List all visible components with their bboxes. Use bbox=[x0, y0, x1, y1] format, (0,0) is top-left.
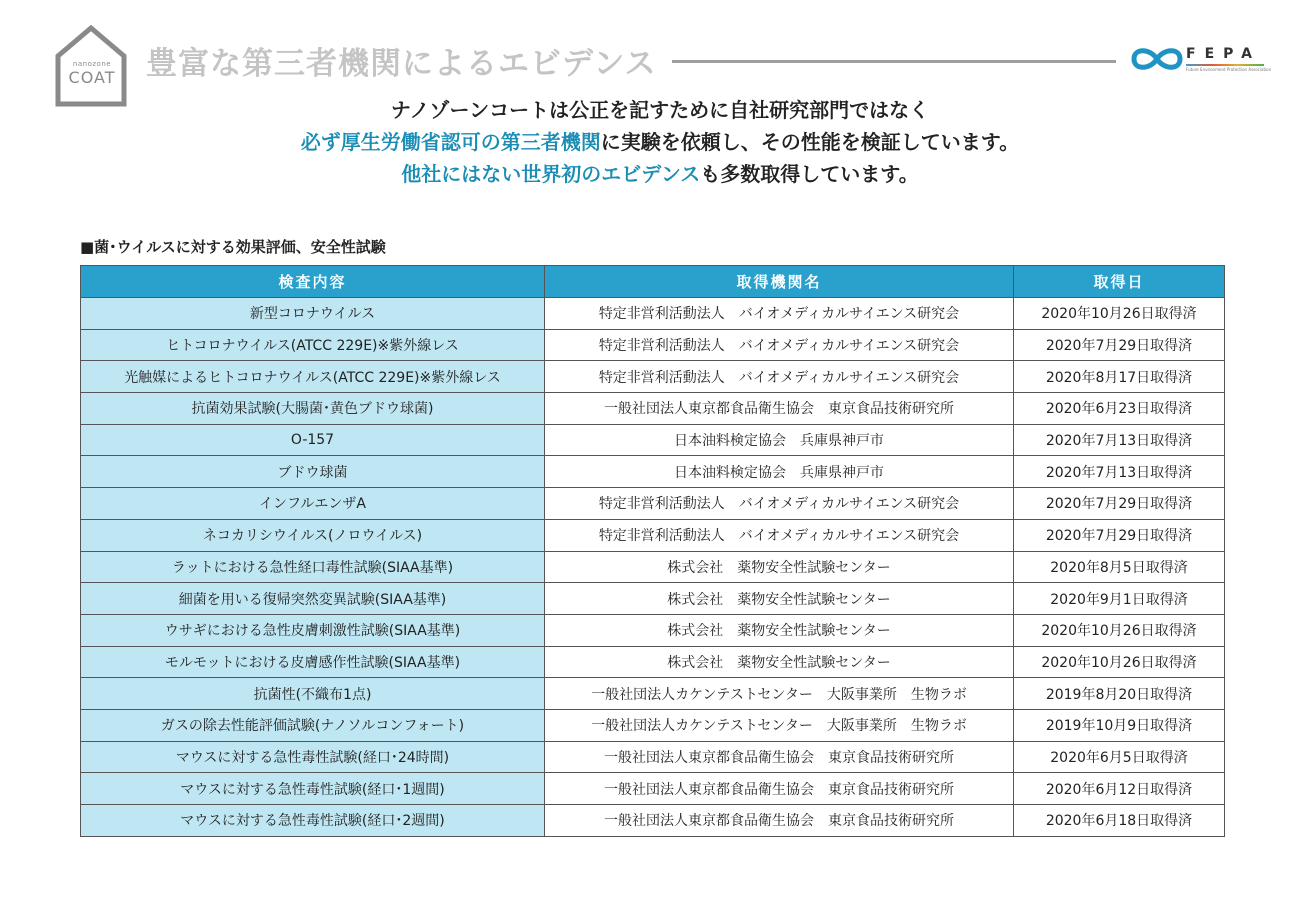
table-header-row bbox=[81, 266, 1225, 298]
test-content-cell: 抗菌性(不織布1点) bbox=[81, 678, 545, 710]
fepa-color-line bbox=[1186, 64, 1264, 66]
intro-highlight-1: 必ず厚生労働省認可の第三者機関 bbox=[300, 130, 601, 154]
institution-cell: 一般社団法人東京都食品衛生協会 東京食品技術研究所 bbox=[545, 393, 1014, 425]
date-cell: 2020年9月1日取得済 bbox=[1014, 583, 1225, 615]
test-content-cell: ネコカリシウイルス(ノロウイルス) bbox=[81, 519, 545, 551]
table-row bbox=[81, 741, 1225, 773]
institution-cell: 株式会社 薬物安全性試験センター bbox=[545, 646, 1014, 678]
test-content-cell: 抗菌効果試験(大腸菌･黄色ブドウ球菌) bbox=[81, 393, 545, 425]
table-row bbox=[81, 393, 1225, 425]
test-content-cell: 新型コロナウイルス bbox=[81, 298, 545, 330]
date-cell: 2020年7月13日取得済 bbox=[1014, 424, 1225, 456]
test-content-cell: 光触媒によるヒトコロナウイルス(ATCC 229E)※紫外線レス bbox=[81, 361, 545, 393]
table-row bbox=[81, 519, 1225, 551]
institution-cell: 特定非営利活動法人 バイオメディカルサイエンス研究会 bbox=[545, 329, 1014, 361]
institution-cell: 日本油料検定協会 兵庫県神戸市 bbox=[545, 456, 1014, 488]
institution-cell: 一般社団法人カケンテストセンター 大阪事業所 生物ラボ bbox=[545, 709, 1014, 741]
institution-cell: 日本油料検定協会 兵庫県神戸市 bbox=[545, 424, 1014, 456]
institution-cell: 特定非営利活動法人 バイオメディカルサイエンス研究会 bbox=[545, 488, 1014, 520]
date-cell: 2020年7月29日取得済 bbox=[1014, 519, 1225, 551]
table-row bbox=[81, 329, 1225, 361]
intro-line-2 bbox=[160, 126, 1160, 158]
date-cell: 2019年8月20日取得済 bbox=[1014, 678, 1225, 710]
intro-line-3 bbox=[160, 158, 1160, 190]
table-row bbox=[81, 551, 1225, 583]
test-content-cell: O-157 bbox=[81, 424, 545, 456]
date-cell: 2020年10月26日取得済 bbox=[1014, 298, 1225, 330]
date-cell: 2020年6月12日取得済 bbox=[1014, 773, 1225, 805]
test-content-cell: モルモットにおける皮膚感作性試験(SIAA基準) bbox=[81, 646, 545, 678]
institution-cell: 一般社団法人東京都食品衛生協会 東京食品技術研究所 bbox=[545, 773, 1014, 805]
logo-small-text: nanozone bbox=[72, 60, 112, 68]
test-content-cell: マウスに対する急性毒性試験(経口･2週間) bbox=[81, 805, 545, 837]
date-cell: 2020年7月13日取得済 bbox=[1014, 456, 1225, 488]
institution-cell: 一般社団法人東京都食品衛生協会 東京食品技術研究所 bbox=[545, 805, 1014, 837]
institution-cell: 特定非営利活動法人 バイオメディカルサイエンス研究会 bbox=[545, 361, 1014, 393]
test-content-cell: ガスの除去性能評価試験(ナノソルコンフォート) bbox=[81, 709, 545, 741]
date-cell: 2020年8月17日取得済 bbox=[1014, 361, 1225, 393]
table-row bbox=[81, 805, 1225, 837]
intro-text bbox=[160, 94, 1160, 190]
institution-cell: 一般社団法人東京都食品衛生協会 東京食品技術研究所 bbox=[545, 741, 1014, 773]
institution-cell: 株式会社 薬物安全性試験センター bbox=[545, 583, 1014, 615]
date-cell: 2020年10月26日取得済 bbox=[1014, 614, 1225, 646]
header-date: 取得日 bbox=[1014, 266, 1225, 298]
test-content-cell: マウスに対する急性毒性試験(経口･24時間) bbox=[81, 741, 545, 773]
test-content-cell: 細菌を用いる復帰突然変異試験(SIAA基準) bbox=[81, 583, 545, 615]
intro-line-2-rest: に実験を依頼し、その性能を検証しています。 bbox=[600, 130, 1020, 154]
fepa-name: FEPA bbox=[1186, 46, 1261, 62]
institution-cell: 特定非営利活動法人 バイオメディカルサイエンス研究会 bbox=[545, 519, 1014, 551]
date-cell: 2020年10月26日取得済 bbox=[1014, 646, 1225, 678]
date-cell: 2019年10月9日取得済 bbox=[1014, 709, 1225, 741]
table-row bbox=[81, 678, 1225, 710]
date-cell: 2020年6月23日取得済 bbox=[1014, 393, 1225, 425]
test-content-cell: マウスに対する急性毒性試験(経口･1週間) bbox=[81, 773, 545, 805]
table-row bbox=[81, 614, 1225, 646]
test-content-cell: ウサギにおける急性皮膚刺激性試験(SIAA基準) bbox=[81, 614, 545, 646]
institution-cell: 株式会社 薬物安全性試験センター bbox=[545, 614, 1014, 646]
table-row bbox=[81, 773, 1225, 805]
institution-cell: 一般社団法人カケンテストセンター 大阪事業所 生物ラボ bbox=[545, 678, 1014, 710]
header-test-content: 検査内容 bbox=[81, 266, 545, 298]
table-row bbox=[81, 424, 1225, 456]
nanozone-coat-logo bbox=[54, 24, 128, 108]
title-divider bbox=[672, 60, 1116, 63]
intro-line-3-rest: も多数取得しています。 bbox=[700, 162, 919, 186]
table-row bbox=[81, 298, 1225, 330]
section-label: ■菌･ウイルスに対する効果評価、安全性試験 bbox=[80, 238, 386, 256]
header-institution: 取得機関名 bbox=[545, 266, 1014, 298]
evidence-table bbox=[80, 265, 1225, 837]
fepa-subtitle: Future Environment Protection Association bbox=[1186, 67, 1272, 72]
page-title: 豊富な第三者機関によるエビデンス bbox=[146, 46, 657, 82]
table-row bbox=[81, 709, 1225, 741]
intro-highlight-2: 他社にはない世界初のエビデンス bbox=[401, 162, 701, 186]
logo-big-text: COAT bbox=[68, 68, 116, 87]
date-cell: 2020年6月5日取得済 bbox=[1014, 741, 1225, 773]
test-content-cell: ヒトコロナウイルス(ATCC 229E)※紫外線レス bbox=[81, 329, 545, 361]
table-row bbox=[81, 456, 1225, 488]
table-row bbox=[81, 583, 1225, 615]
test-content-cell: ブドウ球菌 bbox=[81, 456, 545, 488]
institution-cell: 特定非営利活動法人 バイオメディカルサイエンス研究会 bbox=[545, 298, 1014, 330]
date-cell: 2020年6月18日取得済 bbox=[1014, 805, 1225, 837]
test-content-cell: ラットにおける急性経口毒性試験(SIAA基準) bbox=[81, 551, 545, 583]
infinity-icon bbox=[1130, 44, 1184, 74]
fepa-logo bbox=[1130, 44, 1270, 76]
institution-cell: 株式会社 薬物安全性試験センター bbox=[545, 551, 1014, 583]
intro-line-1: ナノゾーンコートは公正を記すために自社研究部門ではなく bbox=[390, 98, 930, 122]
table-row bbox=[81, 646, 1225, 678]
table-row bbox=[81, 361, 1225, 393]
date-cell: 2020年8月5日取得済 bbox=[1014, 551, 1225, 583]
test-content-cell: インフルエンザA bbox=[81, 488, 545, 520]
table-row bbox=[81, 488, 1225, 520]
date-cell: 2020年7月29日取得済 bbox=[1014, 329, 1225, 361]
date-cell: 2020年7月29日取得済 bbox=[1014, 488, 1225, 520]
